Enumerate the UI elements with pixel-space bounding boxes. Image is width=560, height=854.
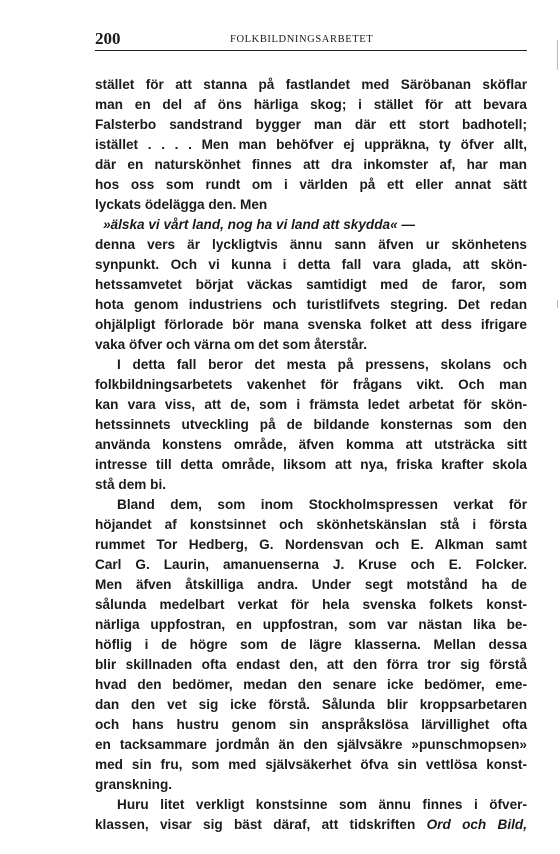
- text-line: närliga uppfostran, en uppfostran, som var nästan lika be-: [95, 617, 527, 632]
- text-line-roman: klassen, visar sig bäst däraf, att tidskriften: [95, 817, 427, 832]
- text-line: stället för att stanna på fastlandet med Säröbanan sköflar: [95, 77, 527, 92]
- text-line: hetssinnets utveckling på de bildande konsternas som den: [95, 417, 527, 432]
- text-line: man en del af öns härliga skog; i stället för att bevara: [95, 97, 527, 112]
- text-line: använda konstens område, äfven komma att utsträcka sitt: [95, 437, 527, 452]
- page-edge-mark: [557, 40, 558, 70]
- text-line: höjandet af konstsinnet och skönhetskänslan stå i första: [95, 517, 527, 532]
- text-line: intresse till detta område, liksom att nya, friska krafter skola: [95, 457, 527, 472]
- text-line: dan den vet sig icke förstå. Sålunda blir kroppsarbetaren: [95, 697, 527, 712]
- text-line: synpunkt. Och vi kunna i detta fall vara glada, att skön-: [95, 257, 527, 272]
- paragraph-start-line: Bland dem, som inom Stockholmspressen verkat för: [117, 497, 527, 512]
- book-page: [95, 30, 527, 835]
- paragraph-start-line: Huru litet verkligt konstsinne som ännu finnes i öfver-: [117, 797, 527, 812]
- paragraph-start-line: I detta fall beror det mesta på pressens, skolans och: [117, 357, 527, 372]
- text-line: kan vara viss, att de, som i främsta ledet arbetat för skön-: [95, 397, 527, 412]
- text-line: hvad den bedömer, medan den senare icke bedömer, eme-: [95, 677, 527, 692]
- text-line: höflig i de högre som de lägre klasserna. Mellan dessa: [95, 637, 527, 652]
- text-line: vaka öfver och värna om det som återstår.: [95, 337, 367, 352]
- body-text: [95, 75, 527, 835]
- text-line: blir skillnaden ofta endast den, att den förra tror sig förstå: [95, 657, 527, 672]
- text-line: en tacksammare jordmån än den självsäkre »punschmopsen»: [95, 737, 527, 752]
- text-line: Carl G. Laurin, amanuenserna J. Kruse och E. Folcker.: [95, 557, 527, 572]
- text-line: hos oss som rundt om i världen på ett eller annat sätt: [95, 177, 527, 192]
- text-line: denna vers är lyckligtvis ännu sann äfven ur skönhetens: [95, 237, 527, 252]
- text-line: där en naturskönhet finnes att dra inkomster af, har man: [95, 157, 527, 172]
- text-line: [95, 815, 527, 835]
- running-title: FOLKBILDNINGSARBETET: [230, 34, 374, 45]
- text-line: sålunda medelbart verkat för hela svenska folkets konst-: [95, 597, 527, 612]
- text-line: Men äfven åtskilliga andra. Under segt motstånd ha de: [95, 577, 527, 592]
- text-line: rummet Tor Hedberg, G. Nordensvan och E. Alkman samt: [95, 537, 527, 552]
- text-line: folkbildningsarbetets vakenhet för frågans vikt. Och man: [95, 377, 527, 392]
- text-line: Falsterbo sandstrand bygger man där ett stort badhotell;: [95, 117, 527, 132]
- text-line: istället . . . . Men man behöfver ej uppräkna, ty öfver allt,: [95, 137, 527, 152]
- text-line: granskning.: [95, 777, 173, 792]
- text-line: med sin fru, som med självsäkerhet öfva sin vettlösa konst-: [95, 757, 527, 772]
- running-header: [95, 30, 527, 51]
- text-line: och hans hustru genom sin anspråkslösa lärvillighet ofta: [95, 717, 527, 732]
- italic-title: Ord och Bild,: [426, 817, 528, 832]
- text-line: hota genom industriens och turistlifvets stegring. Det redan: [95, 297, 527, 312]
- text-line: lyckats ödelägga den. Men: [95, 197, 268, 212]
- page-edge-mark: [557, 300, 558, 308]
- page-number: 200: [95, 29, 121, 48]
- quoted-verse-line: »älska vi vårt land, nog ha vi land att skydda« —: [103, 217, 416, 232]
- text-line: hetssamvetet börjat väckas samtidigt med de faror, som: [95, 277, 527, 292]
- text-line: ohjälpligt förlorade bör mana svenska folket att dess ifrigare: [95, 317, 527, 332]
- text-line: stå dem bi.: [95, 477, 167, 492]
